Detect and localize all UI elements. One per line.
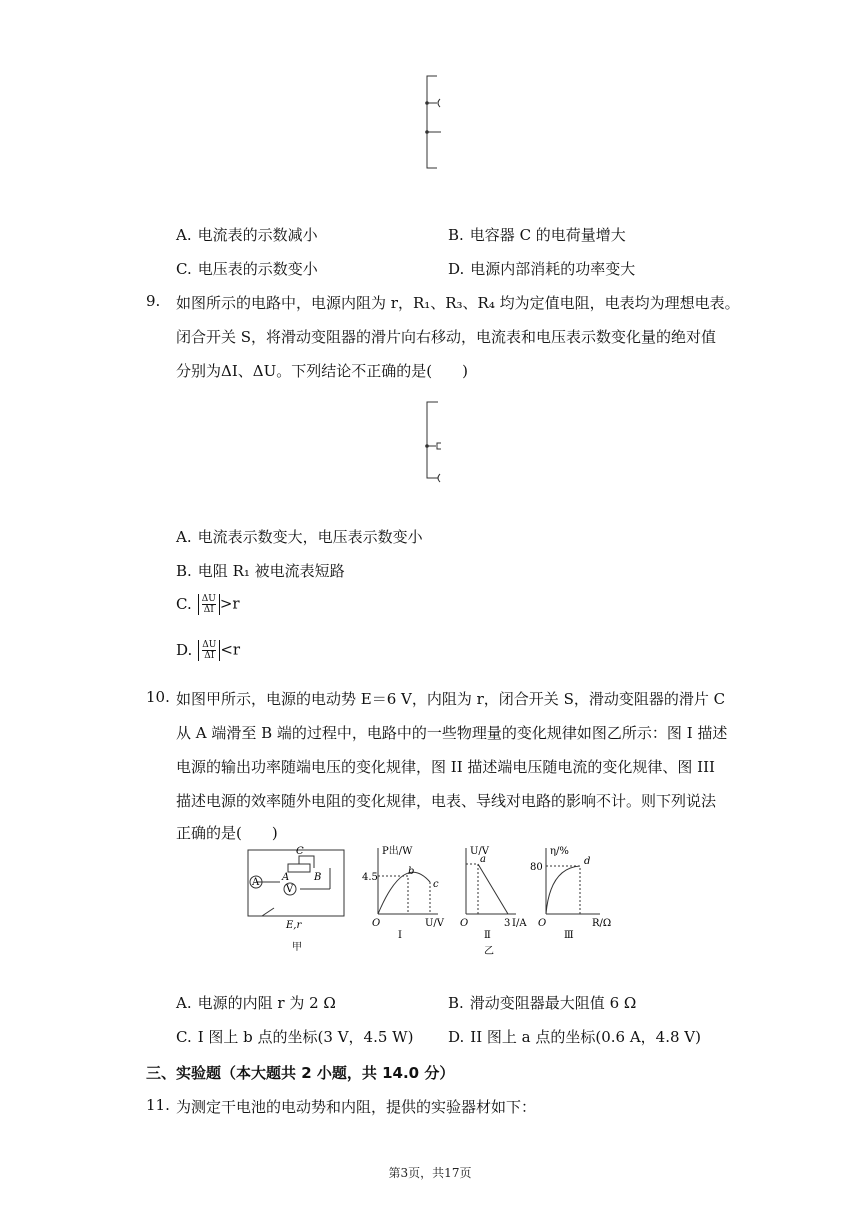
q10-option-c: C. I 图上 b 点的坐标(3 V，4.5 W) <box>176 1028 414 1046</box>
caption-jia: 甲 <box>292 942 302 953</box>
source-label: E,r <box>286 920 302 931</box>
graph3-ylabel: η/% <box>550 846 569 857</box>
q9-option-a: A. 电流表示数变大，电压表示数变小 <box>176 528 423 546</box>
graph3-origin: O <box>538 918 547 929</box>
q10-stem-line5: 正确的是( ) <box>176 824 278 842</box>
graph1-roman: Ⅰ <box>398 930 402 941</box>
graph3-point-d: d <box>584 856 591 867</box>
q11-stem-line1: 为测定干电池的电动势和内阻，提供的实验器材如下： <box>176 1098 537 1116</box>
q10-stem-line2: 从 A 端滑至 B 端的过程中，电路中的一些物理量的变化规律如图乙所示：图 I 描述 <box>176 724 728 742</box>
ammeter-label: A <box>252 877 260 888</box>
q10-option-a: A. 电源的内阻 r 为 2 Ω <box>176 994 336 1012</box>
end-b-label: B <box>314 872 322 883</box>
q10-stem-line3: 电源的输出功率随端电压的变化规律，图 II 描述端电压随电流的变化规律、图 III <box>176 758 715 776</box>
page-footer: 第3页，共17页 <box>388 1166 472 1180</box>
graph2-ylabel: U/V <box>470 846 490 857</box>
graph3-xlabel: R/Ω <box>592 918 612 929</box>
q11-number: 11. <box>146 1096 170 1114</box>
q10-stem-line1: 如图甲所示，电源的电动势 E＝6 V，内阻为 r，闭合开关 S，滑动变阻器的滑片 C <box>176 690 726 708</box>
q10-figure <box>240 842 620 960</box>
section3-title: 三、实验题（本大题共 2 小题，共 14.0 分） <box>146 1064 455 1082</box>
graph3-roman: Ⅲ <box>564 930 574 941</box>
q9-option-d: D. $\frac{\Delta U}{\Delta I}$ <r <box>176 640 241 661</box>
voltmeter-label: V <box>286 884 294 895</box>
graph2-point-a: a <box>480 854 486 865</box>
q10-option-d: D. II 图上 a 点的坐标(0.6 A，4.8 V) <box>448 1028 701 1046</box>
graph1-ylabel: P出/W <box>382 846 413 857</box>
end-a-label: A <box>282 872 290 883</box>
q10-stem-line4: 描述电源的效率随外电阻的变化规律，电表、导线对电路的影响不计。则下列说法 <box>176 792 717 810</box>
graph1-point-c: c <box>433 879 439 890</box>
q8-option-d: D. 电源内部消耗的功率变大 <box>448 260 636 278</box>
q9-number: 9. <box>146 292 161 310</box>
fraction-du-di: $\frac{\Delta U}{\Delta I}$ <box>198 594 220 615</box>
q8-option-a: A. 电流表的示数减小 <box>176 226 318 244</box>
graph1-origin: O <box>372 918 381 929</box>
circuit-jia <box>248 850 344 916</box>
q9-stem-line1: 如图所示的电路中，电源内阻为 r，R₁、R₃、R₄ 均为定值电阻，电表均为理想电表。 <box>176 294 740 312</box>
q9-option-c: C. $\frac{\Delta U}{\Delta I}$ >r <box>176 594 240 615</box>
q9-circuit-figure <box>418 398 458 488</box>
graph2-roman: Ⅱ <box>484 930 491 941</box>
graph1-point-b: b <box>408 866 415 877</box>
q8-option-c: C. 电压表的示数变小 <box>176 260 318 278</box>
graph1-ytick: 4.5 <box>362 872 378 883</box>
q9-option-b: B. 电阻 R₁ 被电流表短路 <box>176 562 345 580</box>
fraction-du-di: $\frac{\Delta U}{\Delta I}$ <box>198 640 220 661</box>
graph3-ytick: 80 <box>530 862 543 873</box>
q8-option-b: B. 电容器 C 的电荷量增大 <box>448 226 626 244</box>
slider-c-label: C <box>296 846 304 857</box>
graph2-xlabel: I/A <box>512 918 527 929</box>
q9-stem-line3: 分别为ΔI、ΔU。下列结论不正确的是( ) <box>176 362 468 380</box>
graph2-origin: O <box>460 918 469 929</box>
q10-option-b: B. 滑动变阻器最大阻值 6 Ω <box>448 994 637 1012</box>
graph2-xtick: 3 <box>504 918 511 929</box>
q8-circuit-figure <box>415 72 455 172</box>
q9-stem-line2: 闭合开关 S，将滑动变阻器的滑片向右移动，电流表和电压表示数变化量的绝对值 <box>176 328 717 346</box>
graph1-xlabel: U/V <box>425 918 445 929</box>
caption-yi: 乙 <box>484 946 494 957</box>
q10-number: 10. <box>146 688 170 706</box>
